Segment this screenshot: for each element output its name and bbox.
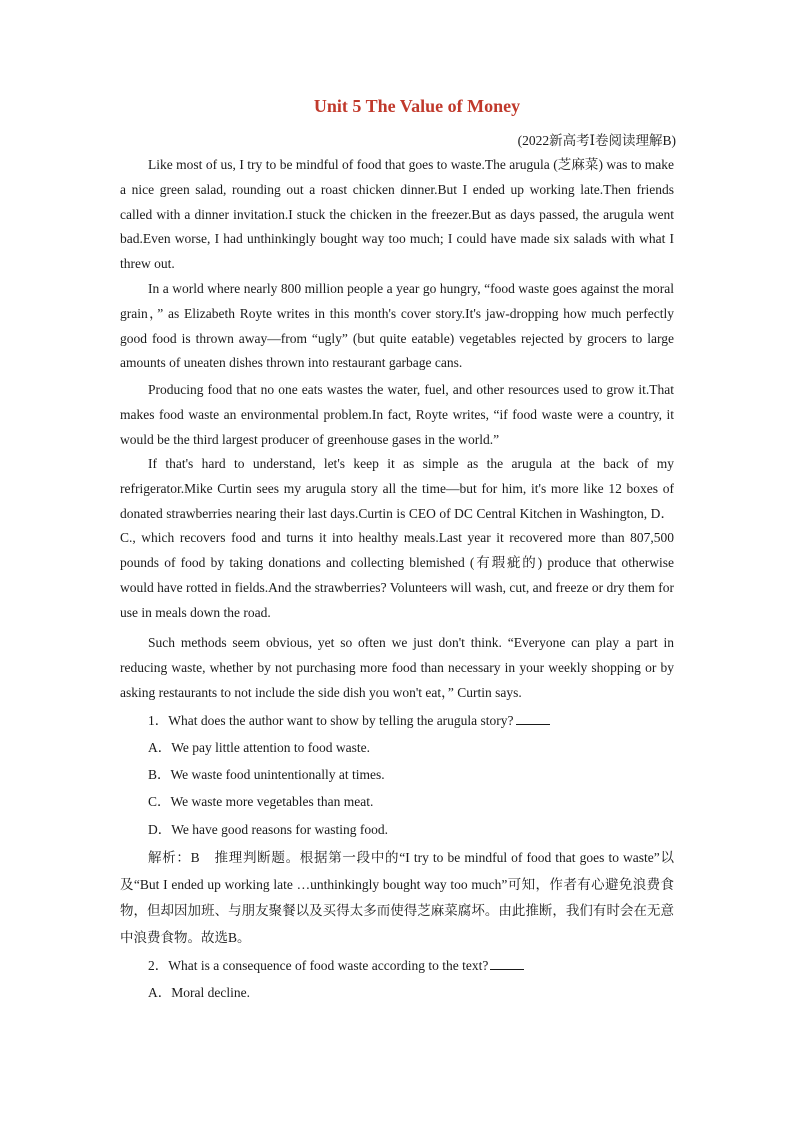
paragraph-2: In a world where nearly 800 million people a year go hungry, “food waste goes against the moral grain，” as Elizabeth Royte writes in this month's cover story.It's jaw-dropping how much perfectly good food is thrown away—from “ugly” (but quite eatable) vegetables rejected by grocers to large amounts of uneaten dishes thrown into restaurant garbage cans.	[120, 281, 674, 371]
option-1d[interactable]	[148, 820, 388, 840]
option-1c[interactable]	[148, 792, 373, 812]
option-1b[interactable]	[148, 765, 385, 785]
question-2	[148, 956, 524, 976]
option-label: A．	[148, 985, 172, 1000]
question-text: What is a consequence of food waste according to the text?	[168, 958, 489, 973]
paragraph-5: Such methods seem obvious, yet so often we just don't think. “Everyone can play a part in reducing waste, whether by not purchasing more food than necessary in your weekly shopping or by asking restaurants to not include the side dish you won't eat，” Curtin says.	[120, 635, 674, 700]
question-text: What does the author want to show by telling the arugula story?	[168, 713, 514, 728]
answer-blank[interactable]	[490, 957, 524, 970]
page-title: Unit 5 The Value of Money	[313, 96, 521, 116]
option-text: We waste food unintentionally at times.	[170, 767, 385, 782]
question-number: 1．	[148, 713, 169, 728]
paragraph-4: If that's hard to understand, let's keep it as simple as the arugula at the back of my refrigerator.Mike Curtin sees my arugula story all the time—but for him, it's more like 12 boxes of donated strawberries nearing their last days.Curtin is CEO of DC Central Kitchen in Washington, D．C., which recovers food and turns it into healthy meals.Last year it recovered more than 807,500 pounds of food by taking donations and collecting blemished (有瑕疵的) produce that otherwise would have rotted in fields.And the strawberries? Volunteers will wash, cut, and freeze or dry them for use in meals down the road.	[120, 456, 674, 620]
answer-blank[interactable]	[516, 712, 550, 725]
option-label: B．	[148, 767, 171, 782]
option-text: We pay little attention to food waste.	[171, 740, 370, 755]
question-number: 2．	[148, 958, 169, 973]
option-2a[interactable]	[148, 983, 250, 1003]
paragraph-3: Producing food that no one eats wastes the water, fuel, and other resources used to grow it.That makes food waste an environmental problem.In fact, Royte writes, “if food waste were a country, it would be the third largest producer of greenhouse gases in the world.”	[120, 382, 674, 447]
source-note: (2022新高考Ⅰ卷阅读理解B)	[517, 133, 676, 148]
analysis-1: 解析：B 推理判断题。根据第一段中的“I try to be mindful of food that goes to waste”以及“But I ended up working late …unthinkingly bought way too much”可知，作者有心避免浪费食物，但却因加班、与朋友聚餐以及买得太多而使得芝麻菜腐坏。由此推断，我们有时会在无意中浪费食物。故选B。	[120, 850, 674, 945]
question-1	[148, 711, 550, 731]
option-label: C．	[148, 794, 171, 809]
option-text: We have good reasons for wasting food.	[171, 822, 388, 837]
option-1a[interactable]	[148, 738, 370, 758]
paragraph-1: Like most of us, I try to be mindful of food that goes to waste.The arugula (芝麻菜) was to make a nice green salad, rounding out a roast chicken dinner.But I ended up working late.Then friends called with a dinner invitation.I stuck the chicken in the freezer.But as days passed, the arugula went bad.Even worse, I had unthinkingly bought way too much; I could have made six salads with what I threw out.	[120, 157, 674, 272]
option-text: Moral decline.	[171, 985, 250, 1000]
option-text: We waste more vegetables than meat.	[170, 794, 374, 809]
option-label: D．	[148, 822, 172, 837]
option-label: A．	[148, 740, 172, 755]
